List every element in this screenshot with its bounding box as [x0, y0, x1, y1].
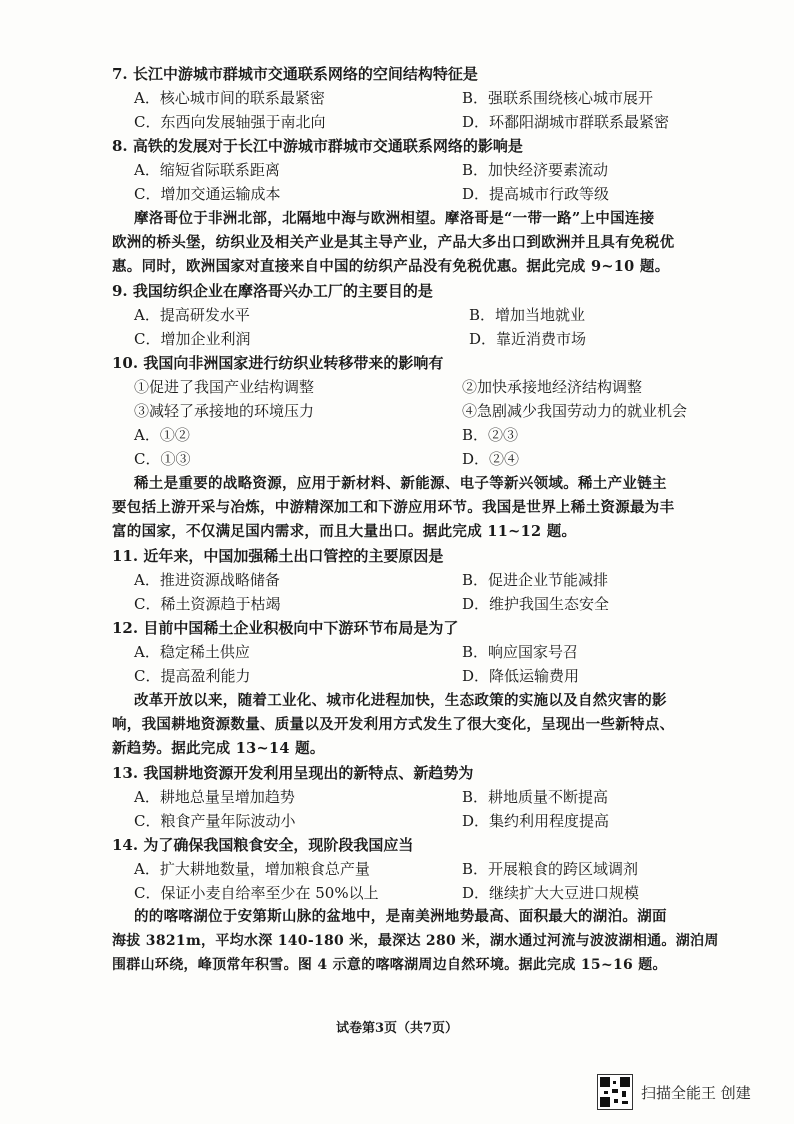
question-10-option-c: C．①③ — [134, 450, 191, 468]
scanner-watermark — [597, 1074, 751, 1110]
qr-code-icon — [597, 1074, 633, 1110]
question-14-option-d: D．继续扩大大豆进口规模 — [462, 884, 640, 902]
question-8-option-a: A．缩短省际联系距离 — [134, 161, 280, 179]
question-7-option-a: A．核心城市间的联系最紧密 — [134, 89, 325, 107]
question-8-option-c: C．增加交通运输成本 — [134, 185, 281, 203]
question-8-option-b: B．加快经济要素流动 — [462, 161, 609, 179]
passage-1-line-1: 摩洛哥位于非洲北部，北隔地中海与欧洲相望。摩洛哥是“一带一路”上中国连接 — [134, 210, 655, 227]
question-11-option-b: B．促进企业节能减排 — [462, 571, 609, 589]
question-10-statement-2: ②加快承接地经济结构调整 — [462, 378, 643, 396]
passage-4-line-3: 围群山环绕，峰顶常年积雪。图 4 示意的喀喀湖周边自然环境。据此完成 15~16 题。 — [112, 957, 667, 973]
question-11-stem: 11. 近年来，中国加强稀土出口管控的主要原因是 — [112, 547, 444, 565]
passage-3-line-2: 响，我国耕地资源数量、质量以及开发利用方式发生了很大变化，呈现出一些新特点、 — [112, 716, 675, 733]
question-14-option-a: A．扩大耕地数量，增加粮食总产量 — [134, 860, 370, 878]
passage-3-line-1: 改革开放以来，随着工业化、城市化进程加快，生态政策的实施以及自然灾害的影 — [134, 692, 667, 709]
question-13-option-a: A．耕地总量呈增加趋势 — [134, 788, 295, 806]
question-13-stem: 13. 我国耕地资源开发利用呈现出的新特点、新趋势为 — [112, 764, 474, 782]
question-8-option-d: D．提高城市行政等级 — [462, 185, 610, 203]
question-10-stem: 10. 我国向非洲国家进行纺织业转移带来的影响有 — [112, 354, 444, 372]
question-9-option-c: C．增加企业利润 — [134, 330, 251, 348]
question-9-option-a: A．提高研发水平 — [134, 306, 250, 324]
question-12-option-c: C．提高盈利能力 — [134, 667, 251, 685]
page-footer: 试卷第3页（共7页） — [335, 1021, 459, 1036]
question-12-stem: 12. 目前中国稀土企业积极向中下游环节布局是为了 — [112, 619, 459, 637]
question-14-stem: 14. 为了确保我国粮食安全，现阶段我国应当 — [112, 836, 414, 854]
question-10-statement-3: ③减轻了承接地的环境压力 — [134, 402, 315, 420]
passage-1-line-2: 欧洲的桥头堡，纺织业及相关产业是其主导产业，产品大多出口到欧洲并且具有免税优 — [112, 234, 675, 251]
question-11-option-d: D．维护我国生态安全 — [462, 595, 610, 613]
question-9-option-d: D．靠近消费市场 — [469, 330, 587, 348]
question-10-option-a: A．①② — [134, 426, 190, 444]
passage-4-line-1: 的的喀喀湖位于安第斯山脉的盆地中，是南美洲地势最高、面积最大的湖泊。湖面 — [134, 908, 667, 925]
question-10-statement-4: ④急剧减少我国劳动力的就业机会 — [462, 402, 688, 420]
question-12-option-a: A．稳定稀土供应 — [134, 643, 250, 661]
question-10-option-b: B．②③ — [462, 426, 519, 444]
question-11-option-c: C．稀土资源趋于枯竭 — [134, 595, 281, 613]
question-9-stem: 9. 我国纺织企业在摩洛哥兴办工厂的主要目的是 — [112, 282, 433, 300]
passage-3-line-3: 新趋势。据此完成 13~14 题。 — [112, 740, 325, 757]
question-13-option-c: C．粮食产量年际波动小 — [134, 812, 296, 830]
question-13-option-d: D．集约利用程度提高 — [462, 812, 610, 830]
passage-2-line-2: 要包括上游开采与冶炼，中游精深加工和下游应用环节。我国是世界上稀土资源最为丰 — [112, 499, 675, 516]
question-14-option-b: B．开展粮食的跨区域调剂 — [462, 860, 639, 878]
question-7-option-b: B．强联系围绕核心城市展开 — [462, 89, 654, 107]
passage-2-line-1: 稀土是重要的战略资源，应用于新材料、新能源、电子等新兴领域。稀土产业链主 — [134, 475, 667, 492]
question-7-option-c: C．东西向发展轴强于南北向 — [134, 113, 326, 131]
question-13-option-b: B．耕地质量不断提高 — [462, 788, 609, 806]
question-14-option-c: C．保证小麦自给率至少在 50%以上 — [134, 884, 379, 902]
scanner-brand-text: 扫描全能王 创建 — [641, 1083, 751, 1102]
question-7-stem: 7. 长江中游城市群城市交通联系网络的空间结构特征是 — [112, 65, 478, 83]
question-12-option-d: D．降低运输费用 — [462, 667, 580, 685]
question-10-option-d: D．②④ — [462, 450, 520, 468]
passage-1-line-3: 惠。同时，欧洲国家对直接来自中国的纺织产品没有免税优惠。据此完成 9~10 题。 — [112, 258, 670, 275]
question-9-option-b: B．增加当地就业 — [469, 306, 586, 324]
question-12-option-b: B．响应国家号召 — [462, 643, 579, 661]
question-8-stem: 8. 高铁的发展对于长江中游城市群城市交通联系网络的影响是 — [112, 137, 523, 155]
question-10-statement-1: ①促进了我国产业结构调整 — [134, 378, 315, 396]
question-11-option-a: A．推进资源战略储备 — [134, 571, 280, 589]
passage-2-line-3: 富的国家，不仅满足国内需求，而且大量出口。据此完成 11~12 题。 — [112, 523, 577, 540]
question-7-option-d: D．环鄱阳湖城市群联系最紧密 — [462, 113, 670, 131]
passage-4-line-2: 海拔 3821m，平均水深 140-180 米，最深达 280 米，湖水通过河流与波波湖相通。湖泊周 — [112, 933, 719, 949]
